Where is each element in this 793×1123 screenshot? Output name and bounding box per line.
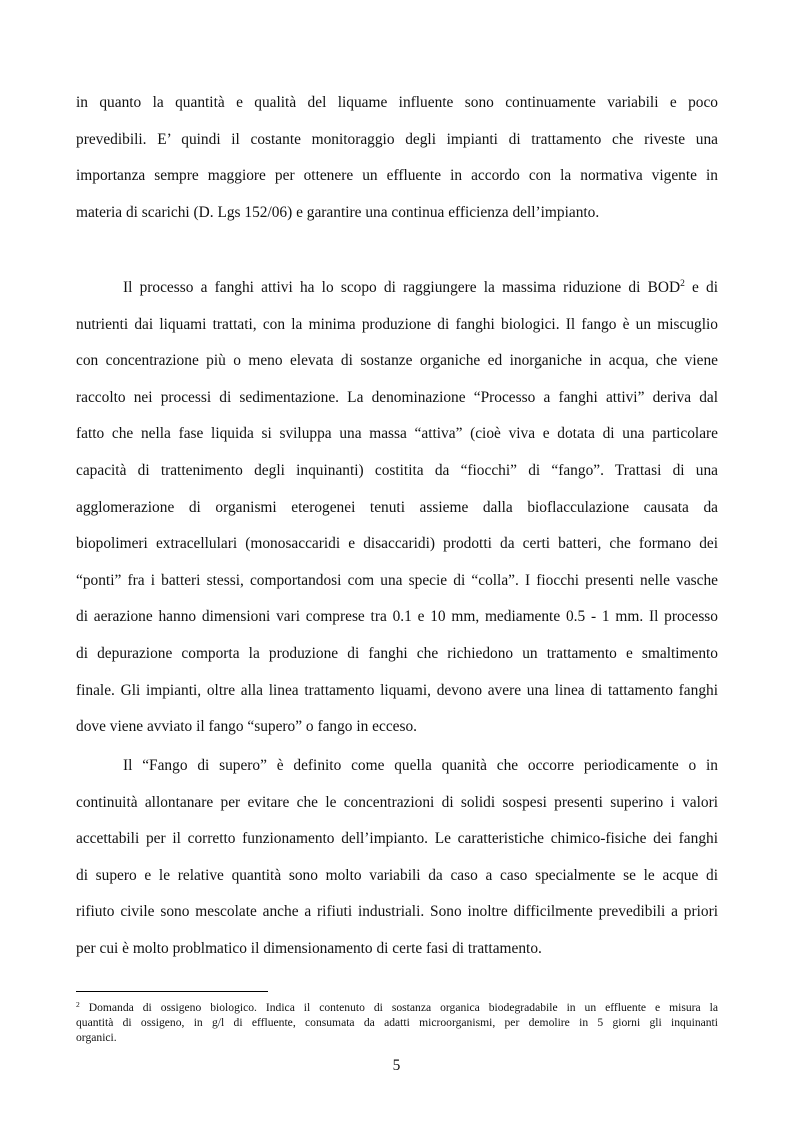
text-line: Il “Fango di supero” è definito come quella quanità che occorre periodicamente o in	[123, 757, 718, 774]
text-line: di supero e le relative quantità sono molto variabili da caso a caso specialmente se le acque di	[76, 866, 718, 884]
text-line: per cui è molto problmatico il dimensionamento di certe fasi di trattamento.	[76, 939, 542, 957]
text-line: “ponti” fra i batteri stessi, comportandosi com una specie di “colla”. I fiocchi presenti nelle vasche	[76, 571, 718, 589]
page-number: 5	[392, 1057, 401, 1074]
text-line: rifiuto civile sono mescolate anche a rifiuti industriali. Sono inoltre difficilmente prevedibili a priori	[76, 903, 718, 921]
text-line: di depurazione comporta la produzione di fanghi che richiedono un trattamento e smaltimento	[76, 644, 718, 662]
text-line: materia di scarichi (D. Lgs 152/06) e garantire una continua efficienza dell’impianto.	[76, 203, 600, 221]
text-line: continuità allontanare per evitare che le concentrazioni di solidi sospesi presenti superino i valori	[76, 793, 718, 811]
footnote-separator	[76, 991, 268, 992]
paragraph-2	[76, 270, 718, 746]
text-line	[76, 270, 718, 307]
text-line: agglomerazione di organismi eterogenei tenuti assieme dalla bioflacculazione causata da	[76, 498, 718, 516]
text-line: biopolimeri extracellulari (monosaccaridi e disaccaridi) prodotti da certi batteri, che formano dei	[76, 535, 718, 553]
footnote-line: organici.	[76, 1031, 117, 1045]
text-line: dove viene avviato il fango “supero” o fango in ecceso.	[76, 718, 418, 736]
footnote-line	[76, 1000, 718, 1015]
footnote-marker: 2	[76, 1000, 80, 1009]
paragraph-3	[76, 748, 718, 968]
text-line-start: Il processo a fanghi attivi ha lo scopo di raggiungere la massima riduzione di BOD	[123, 279, 681, 296]
text-line: capacità di trattenimento degli inquinanti) costitita da “fiocchi” di “fango”. Trattasi di una	[76, 461, 718, 479]
text-line: raccolto nei processi di sedimentazione. La denominazione “Processo a fanghi attivi” deriva dal	[76, 388, 718, 406]
text-line-end: e di	[684, 279, 719, 296]
paragraph-1	[76, 85, 718, 231]
text-line: fatto che nella fase liquida si sviluppa una massa “attiva” (cioè viva e dotata di una particolare	[76, 425, 718, 443]
text-line: accettabili per il corretto funzionamento dell’impianto. Le caratteristiche chimico-fisiche dei fanghi	[76, 830, 718, 848]
text-line: finale. Gli impianti, oltre alla linea trattamento liquami, devono avere una linea di tattamento fanghi	[76, 681, 718, 699]
text-line: importanza sempre maggiore per ottenere un effluente in accordo con la normativa vigente in	[76, 167, 718, 185]
footnote-reference[interactable]: 2	[680, 279, 685, 289]
text-line: nutrienti dai liquami trattati, con la minima produzione di fanghi biologici. Il fango è un miscuglio	[76, 315, 718, 333]
text-line: di aerazione hanno dimensioni vari comprese tra 0.1 e 10 mm, mediamente 0.5 - 1 mm. Il processo	[76, 608, 718, 626]
footnote	[76, 1000, 718, 1046]
text-line: prevedibili. E’ quindi il costante monitoraggio degli impianti di trattamento che riveste una	[76, 130, 718, 148]
footnote-text: Domanda di ossigeno biologico. Indica il contenuto di sostanza organica biodegradabile in un effluente e misura la	[79, 1001, 718, 1014]
footnote-line: quantità di ossigeno, in g/l di effluente, consumata da adatti microorganismi, per demolire in 5 giorni gli inquinanti	[76, 1016, 718, 1030]
text-line: con concentrazione più o meno elevata di sostanze organiche ed inorganiche in acqua, che viene	[76, 352, 718, 370]
text-line: in quanto la quantità e qualità del liquame influente sono continuamente variabili e poco	[76, 94, 718, 111]
